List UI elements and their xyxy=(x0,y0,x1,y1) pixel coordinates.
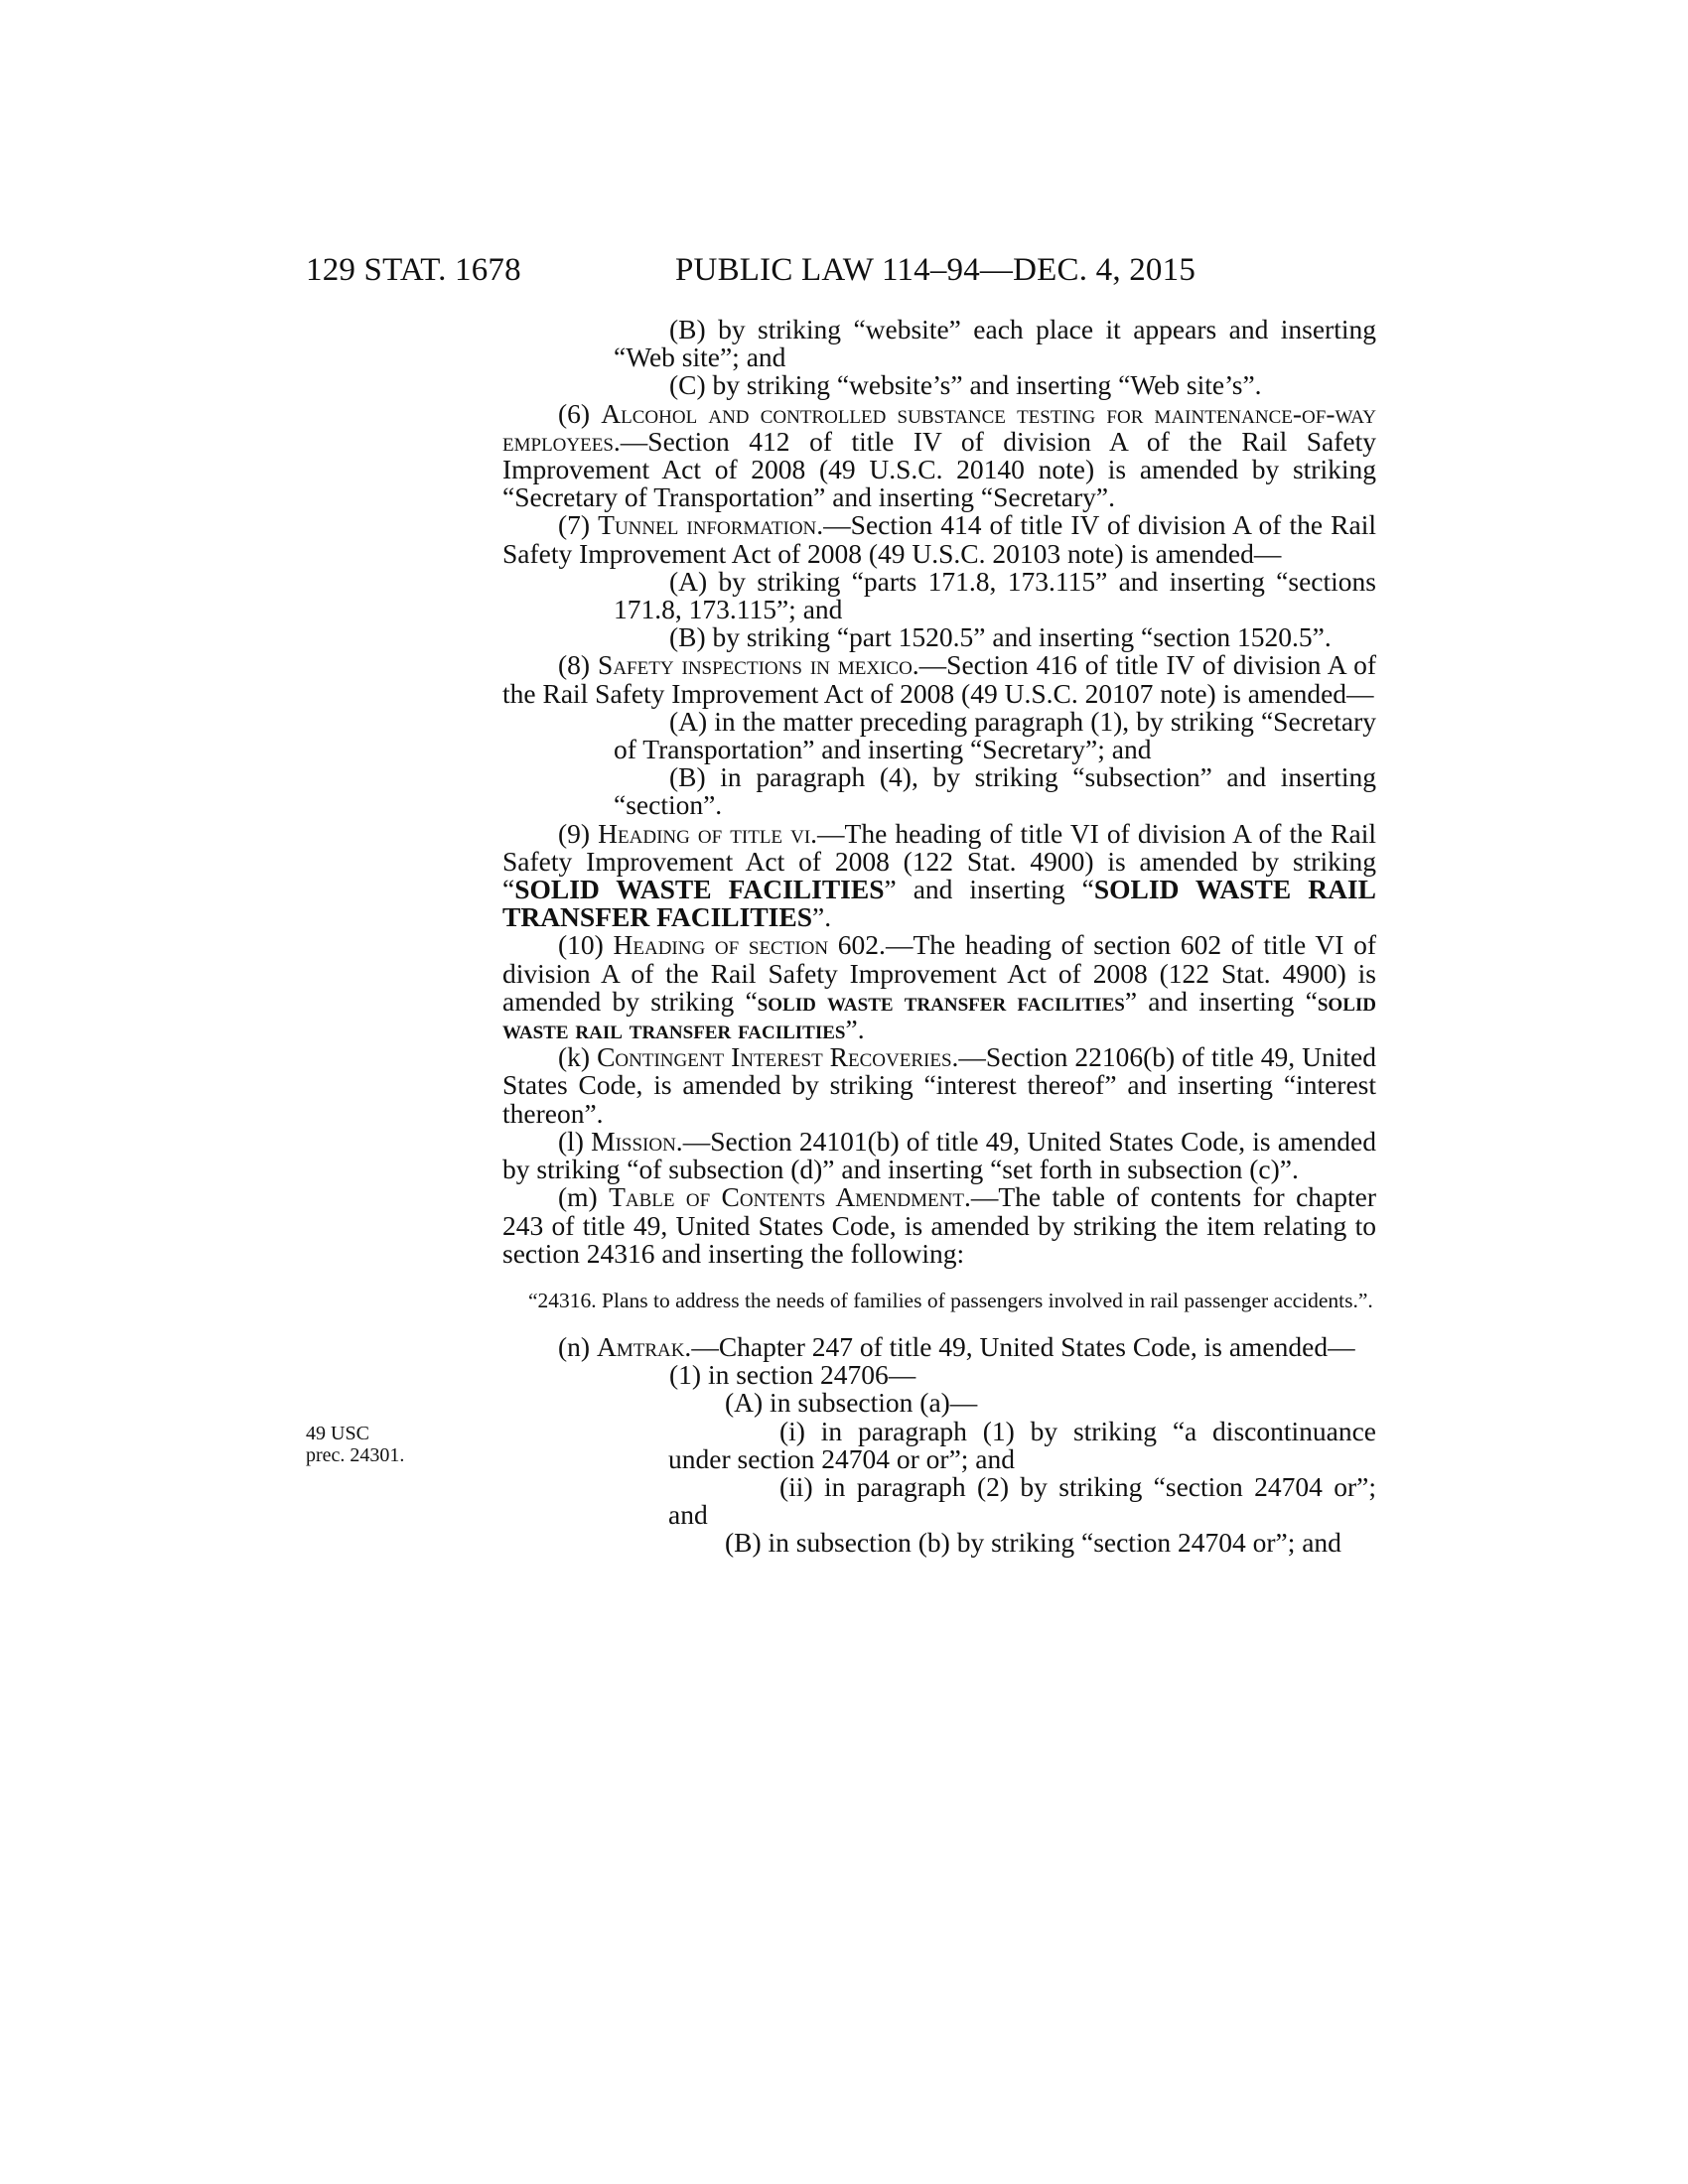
paragraph: (l) Mission.—Section 24101(b) of title 49, United States Code, is amended by striking “of subsection (d)” and inserting “set forth in subsection (c)”. xyxy=(502,1125,1376,1185)
paragraph-heading: Table of Contents Amendment. xyxy=(609,1181,971,1213)
paragraph: (A) in the matter preceding paragraph (1), by striking “Secretary of Transportation” and inserting “Secretary”; and xyxy=(614,705,1376,765)
paragraph-heading: Heading of title vi. xyxy=(598,817,818,849)
margin-note-line: 49 USC xyxy=(306,1423,369,1444)
paragraph-heading: Mission. xyxy=(591,1125,683,1157)
table-of-contents-item: “24316. Plans to address the needs of families of passengers involved in rail passenger accidents.”. xyxy=(528,1288,1373,1312)
paragraph-heading: Tunnel information. xyxy=(598,509,824,541)
document-body xyxy=(502,316,1376,1558)
paragraph: (B) by striking “website” each place it appears and inserting “Web site”; and xyxy=(614,314,1376,373)
bold-heading-text: SOLID WASTE FACILITIES xyxy=(514,874,885,905)
running-header: PUBLIC LAW 114–94—DEC. 4, 2015 xyxy=(675,252,1196,288)
bold-heading-text: solid waste transfer facilities xyxy=(757,985,1125,1017)
paragraph: (n) Amtrak.—Chapter 247 of title 49, United States Code, is amended— xyxy=(558,1330,1355,1362)
paragraph: (6) Alcohol and controlled substance testing for maintenance-of-way employees.—Section 412 of title IV of division A of the Rail Safety Improvement Act of 2008 (49 U.S.C. 20140 note) is amended by striking “Secretary of Transportation” and inserting “Secretary”. xyxy=(502,397,1376,513)
paragraph: (m) Table of Contents Amendment.—The table of contents for chapter 243 of title 49, United States Code, is amended by striking the item relating to section 24316 and inserting the following: xyxy=(502,1181,1376,1269)
paragraph: (B) by striking “part 1520.5” and inserting “section 1520.5”. xyxy=(669,621,1332,653)
paragraph-heading: Amtrak. xyxy=(596,1330,692,1362)
margin-note xyxy=(306,1423,404,1466)
bold-heading-text: solid waste rail transfer facilities xyxy=(502,985,1376,1045)
paragraph: (8) Safety inspections in mexico.—Section 416 of title IV of division A of the Rail Safety Improvement Act of 2008 (49 U.S.C. 20107 note) is amended— xyxy=(502,649,1376,709)
paragraph: (7) Tunnel information.—Section 414 of title IV of division A of the Rail Safety Improvement Act of 2008 (49 U.S.C. 20103 note) is amended— xyxy=(502,509,1376,569)
paragraph-heading: Alcohol and controlled substance testing for maintenance-of-way employees. xyxy=(502,397,1376,457)
paragraph: (A) in subsection (a)— xyxy=(725,1387,978,1419)
paragraph: (9) Heading of title vi.—The heading of title VI of division A of the Rail Safety Improvement Act of 2008 (122 Stat. 4900) is amended by striking “SOLID WASTE FACILITIES” and inserting “SOLID WASTE RAIL TRANSFER FACILITIES”. xyxy=(502,817,1376,933)
paragraph-heading: Contingent Interest Recoveries. xyxy=(597,1041,959,1073)
paragraph-heading: Safety inspections in mexico. xyxy=(598,649,919,681)
page-stat-citation: 129 STAT. 1678 xyxy=(306,252,521,288)
bold-heading-text: SOLID WASTE RAIL TRANSFER FACILITIES xyxy=(502,874,1376,933)
paragraph: (C) by striking “website’s” and inserting “Web site’s”. xyxy=(669,369,1262,401)
paragraph: (10) Heading of section 602.—The heading of section 602 of title VI of division A of the Rail Safety Improvement Act of 2008 (122 Stat. 4900) is amended by striking “solid waste transfer facilities” and inserting “solid waste rail transfer facilities”. xyxy=(502,929,1376,1045)
paragraph: (k) Contingent Interest Recoveries.—Section 22106(b) of title 49, United States Code, is amended by striking “interest thereof” and inserting “interest thereon”. xyxy=(502,1041,1377,1129)
paragraph: (ii) in paragraph (2) by striking “section 24704 or”; and xyxy=(668,1470,1376,1531)
paragraph: (A) by striking “parts 171.8, 173.115” and inserting “sections 171.8, 173.115”; and xyxy=(614,565,1376,625)
paragraph: (1) in section 24706— xyxy=(669,1359,916,1391)
paragraph: (i) in paragraph (1) by striking “a discontinuance under section 24704 or or”; and xyxy=(668,1415,1376,1474)
paragraph: (B) in paragraph (4), by striking “subsection” and inserting “section”. xyxy=(614,761,1376,821)
paragraph: (B) in subsection (b) by striking “section 24704 or”; and xyxy=(725,1527,1341,1559)
paragraph-heading: Heading of section 602. xyxy=(613,929,886,961)
margin-note-line: prec. 24301. xyxy=(306,1444,405,1466)
